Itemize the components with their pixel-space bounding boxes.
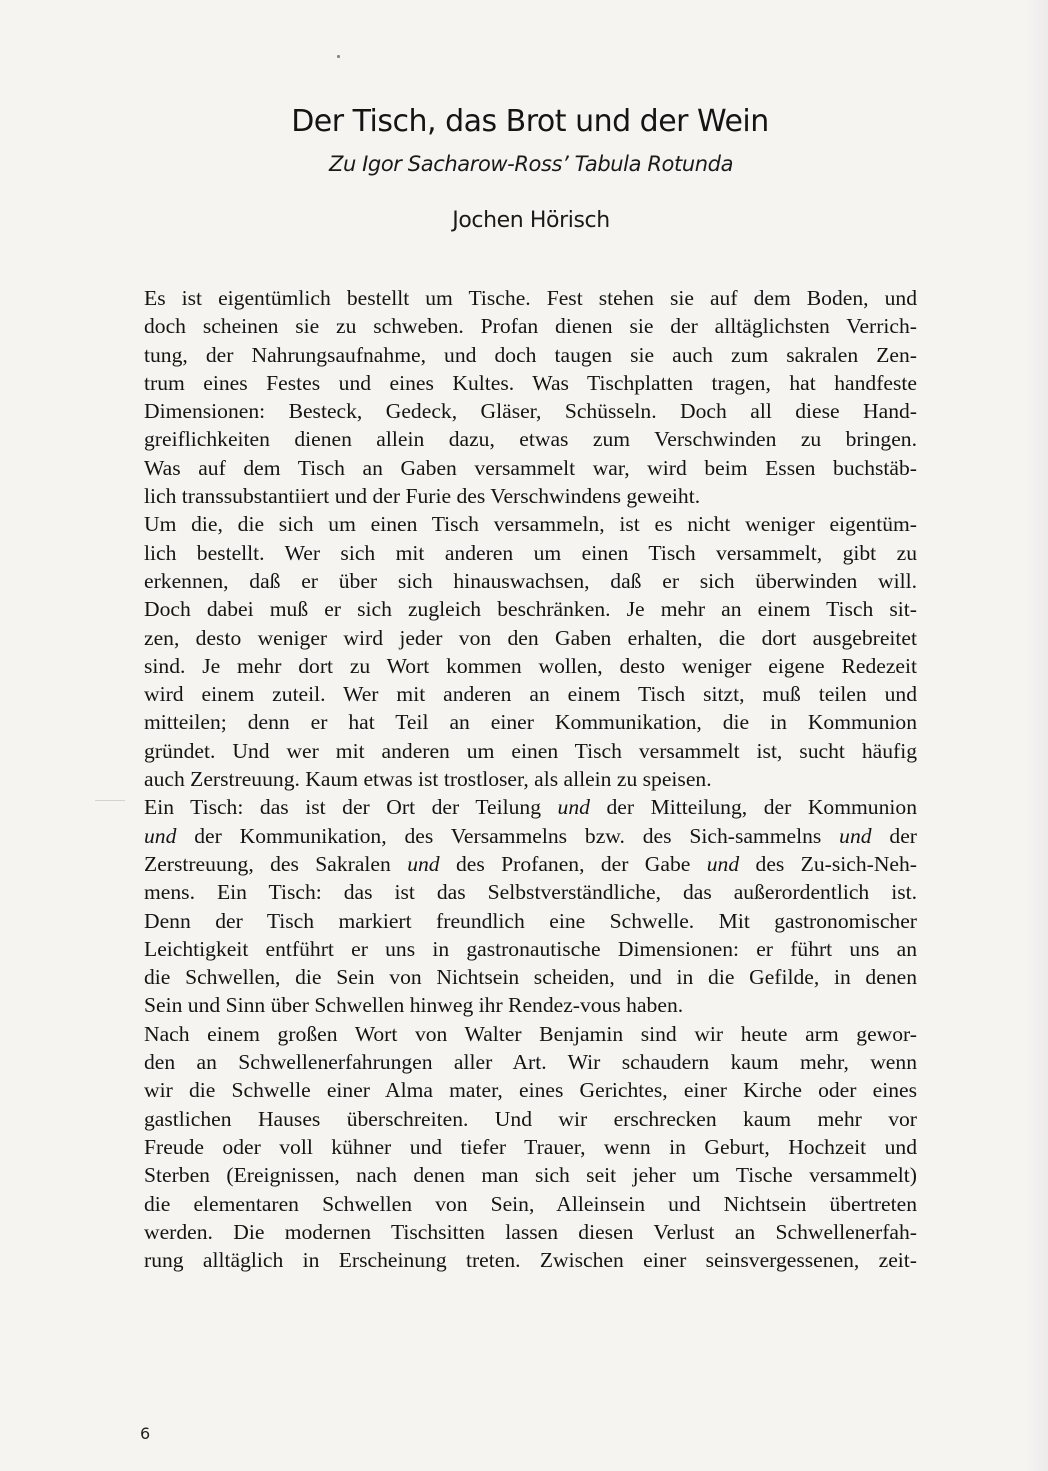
text-line: tung, der Nahrungsaufnahme, und doch taugen sie auch zum sakralen Zen- (144, 342, 917, 367)
text-line: Zerstreuung, des Sakralen und des Profanen, der Gabe und des Zu-sich-Neh- (144, 851, 917, 876)
text-line: Um die, die sich um einen Tisch versammeln, ist es nicht weniger eigentüm- (144, 512, 917, 537)
text-line: werden. Die modernen Tischsitten lassen diesen Verlust an Schwellenerfah- (144, 1219, 917, 1244)
text-line: Leichtigkeit entführt er uns in gastronautische Dimensionen: er führt uns an (144, 936, 917, 961)
text-line: Sein und Sinn über Schwellen hinweg ihr Rendez-vous haben. (144, 993, 684, 1018)
text-line: den an Schwellenerfahrungen aller Art. Wir schaudern kaum mehr, wenn (144, 1050, 917, 1075)
article-subtitle: Zu Igor Sacharow-Ross’ Tabula Rotunda (328, 152, 734, 176)
text-line: erkennen, daß er über sich hinauswachsen, daß er sich überwinden will. (144, 568, 917, 593)
text-line: Es ist eigentümlich bestellt um Tische. Fest stehen sie auf dem Boden, und (144, 286, 917, 310)
text-line: die Schwellen, die Sein von Nichtsein scheiden, und in die Gefilde, in denen (144, 965, 917, 990)
text-line: Freude oder voll kühner und tiefer Trauer, wenn in Geburt, Hochzeit und (144, 1134, 917, 1159)
page-number: 6 (140, 1424, 151, 1443)
text-line: Dimensionen: Besteck, Gedeck, Gläser, Schüsseln. Doch all diese Hand- (144, 399, 917, 424)
print-speck (337, 55, 340, 58)
article-body (144, 284, 917, 1274)
margin-mark (95, 800, 125, 801)
text-line: Ein Tisch: das ist der Ort der Teilung und der Mitteilung, der Kommunion (144, 795, 917, 820)
text-line: die elementaren Schwellen von Sein, Alleinsein und Nichtsein übertreten (144, 1191, 917, 1216)
text-line: trum eines Festes und eines Kultes. Was Tischplatten tragen, hat handfeste (144, 370, 917, 395)
text-line: gründet. Und wer mit anderen um einen Tisch versammelt ist, sucht häufig (144, 738, 917, 763)
text-line: doch scheinen sie zu schweben. Profan dienen sie der alltäglichsten Verrich- (144, 314, 917, 339)
text-line: greiflichkeiten dienen allein dazu, etwas zum Verschwinden zu bringen. (144, 427, 917, 452)
text-line: rung alltäglich in Erscheinung treten. Zwischen einer seinsvergessenen, zeit- (144, 1248, 917, 1273)
text-line: lich transsubstantiiert und der Furie des Verschwindens geweiht. (144, 484, 701, 509)
text-line: gastlichen Hauses überschreiten. Und wir erschrecken kaum mehr vor (144, 1106, 917, 1131)
text-line: sind. Je mehr dort zu Wort kommen wollen, desto weniger eigene Redezeit (144, 653, 917, 678)
text-line: Was auf dem Tisch an Gaben versammelt war, wird beim Essen buchstäb- (144, 455, 917, 480)
text-line: wird einem zuteil. Wer mit anderen an einem Tisch sitzt, muß teilen und (144, 682, 917, 707)
text-line: mens. Ein Tisch: das ist das Selbstverständliche, das außerordentlich ist. (144, 880, 917, 905)
article-author: Jochen Hörisch (452, 208, 610, 233)
text-line: mitteilen; denn er hat Teil an einer Kommunikation, die in Kommunion (144, 710, 917, 735)
text-line: Sterben (Ereignissen, nach denen man sich seit jeher um Tische versammelt) (144, 1163, 917, 1188)
text-line: und der Kommunikation, des Versammelns bzw. des Sich-sammelns und der (144, 823, 917, 848)
text-line: Nach einem großen Wort von Walter Benjamin sind wir heute arm gewor- (144, 1021, 917, 1046)
text-line: lich bestellt. Wer sich mit anderen um einen Tisch versammelt, gibt zu (144, 540, 917, 565)
text-line: Denn der Tisch markiert freundlich eine Schwelle. Mit gastronomischer (144, 908, 917, 933)
text-line: wir die Schwelle einer Alma mater, eines Gerichtes, einer Kirche oder eines (144, 1078, 917, 1103)
text-line: Doch dabei muß er sich zugleich beschränken. Je mehr an einem Tisch sit- (144, 597, 917, 622)
text-line: zen, desto weniger wird jeder von den Gaben erhalten, die dort ausgebreitet (144, 625, 917, 650)
article-title: Der Tisch, das Brot und der Wein (291, 104, 769, 139)
text-line: auch Zerstreuung. Kaum etwas ist trostloser, als allein zu speisen. (144, 767, 712, 792)
